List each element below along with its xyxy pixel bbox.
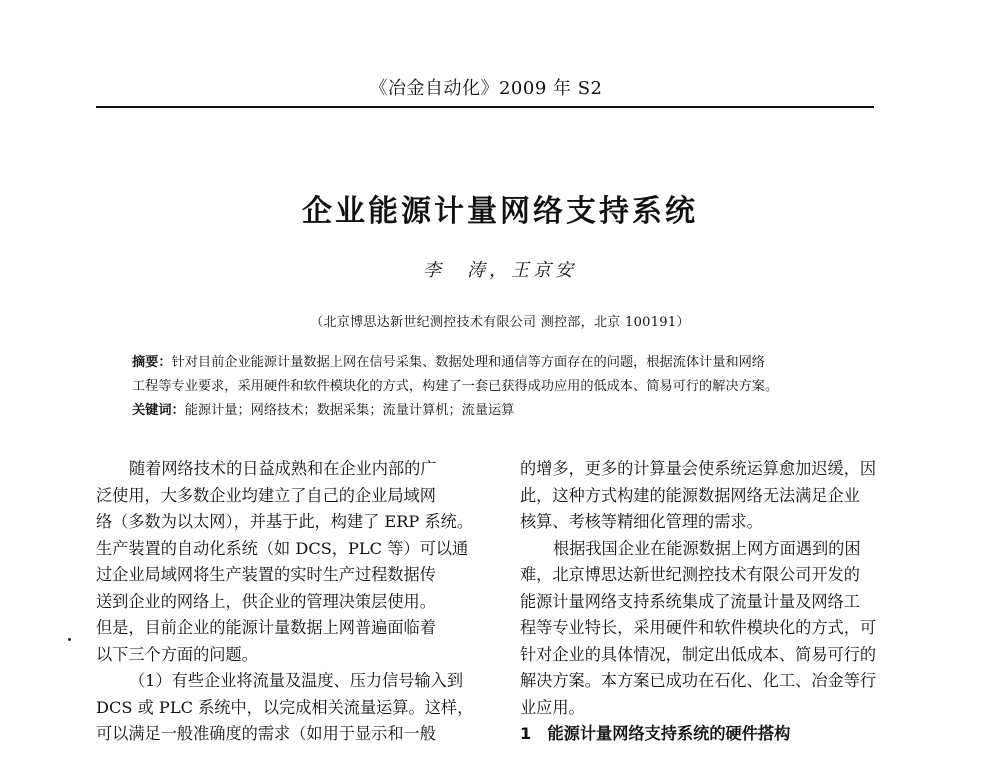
right-line-6: 能源计量网络支持系统集成了流量计量及网络工 bbox=[520, 591, 860, 611]
header-rule bbox=[96, 106, 874, 108]
scan-speck bbox=[68, 638, 71, 641]
right-line-7: 程等专业特长，采用硬件和软件模块化的方式，可 bbox=[520, 618, 877, 637]
paper-title: 企业能源计量网络支持系统 bbox=[302, 194, 698, 229]
keywords-text: 能源计量；网络技术；数据采集；流量计算机；流量运算 bbox=[184, 403, 515, 418]
right-line-3: 核算、考核等精细化管理的需求。 bbox=[520, 512, 763, 531]
abstract-line-1 bbox=[132, 351, 872, 375]
left-line-7: 但是，目前企业的能源计量数据上网普遍面临着 bbox=[96, 618, 436, 637]
left-line-5: 过企业局域网将生产装置的实时生产过程数据传 bbox=[96, 565, 436, 584]
left-line-8: 以下三个方面的问题。 bbox=[96, 644, 258, 664]
abstract-label: 摘要： bbox=[132, 355, 172, 370]
paper-authors: 李 涛，王京安 bbox=[423, 260, 577, 281]
abstract-text-1: 针对目前企业能源计量数据上网在信号采集、数据处理和通信等方面存在的问题，根据流体计量和网络 bbox=[171, 355, 765, 370]
section-heading: 1 能源计量网络支持系统的硬件搭构 bbox=[520, 724, 791, 743]
left-column bbox=[96, 456, 496, 748]
right-line-9: 解决方案。本方案已成功在石化、化工、冶金等行 bbox=[520, 671, 877, 690]
left-line-3: 络（多数为以太网），并基于此，构建了 ERP 系统。 bbox=[96, 512, 474, 531]
right-line-1: 的增多，更多的计算量会使系统运算愈加迟缓，因 bbox=[520, 459, 877, 478]
keywords-label: 关键词： bbox=[132, 403, 185, 418]
left-line-11: 可以满足一般准确度的需求（如用于显示和一般 bbox=[96, 724, 436, 743]
abstract-block bbox=[132, 351, 872, 423]
keywords-line bbox=[132, 399, 872, 423]
right-line-5: 难，北京博思达新世纪测控技术有限公司开发的 bbox=[520, 565, 860, 584]
right-line-8: 针对企业的具体情况，制定出低成本、简易可行的 bbox=[520, 644, 877, 664]
running-header: 《冶金自动化》2009 年 S2 bbox=[369, 78, 603, 99]
left-line-2: 泛使用，大多数企业均建立了自己的企业局域网 bbox=[96, 485, 436, 505]
abstract-line-2: 工程等专业要求，采用硬件和软件模块化的方式，构建了一套已获得成功应用的低成本、简易可行的解决方案。 bbox=[132, 379, 779, 394]
right-column bbox=[520, 456, 910, 748]
left-line-1: 随着网络技术的日益成熟和在企业内部的广 bbox=[129, 459, 437, 478]
left-line-10: DCS 或 PLC 系统中，以完成相关流量运算。这样， bbox=[96, 697, 474, 717]
left-line-6: 送到企业的网络上，供企业的管理决策层使用。 bbox=[96, 591, 436, 611]
left-line-9: （1）有些企业将流量及温度、压力信号输入到 bbox=[129, 671, 464, 690]
right-line-10: 业应用。 bbox=[520, 697, 585, 717]
right-line-2: 此，这种方式构建的能源数据网络无法满足企业 bbox=[520, 485, 860, 505]
left-line-4: 生产装置的自动化系统（如 DCS，PLC 等）可以通 bbox=[96, 538, 469, 558]
right-line-4: 根据我国企业在能源数据上网方面遇到的困 bbox=[553, 538, 861, 558]
paper-affiliation: （北京博思达新世纪测控技术有限公司 测控部，北京 100191） bbox=[310, 315, 690, 330]
